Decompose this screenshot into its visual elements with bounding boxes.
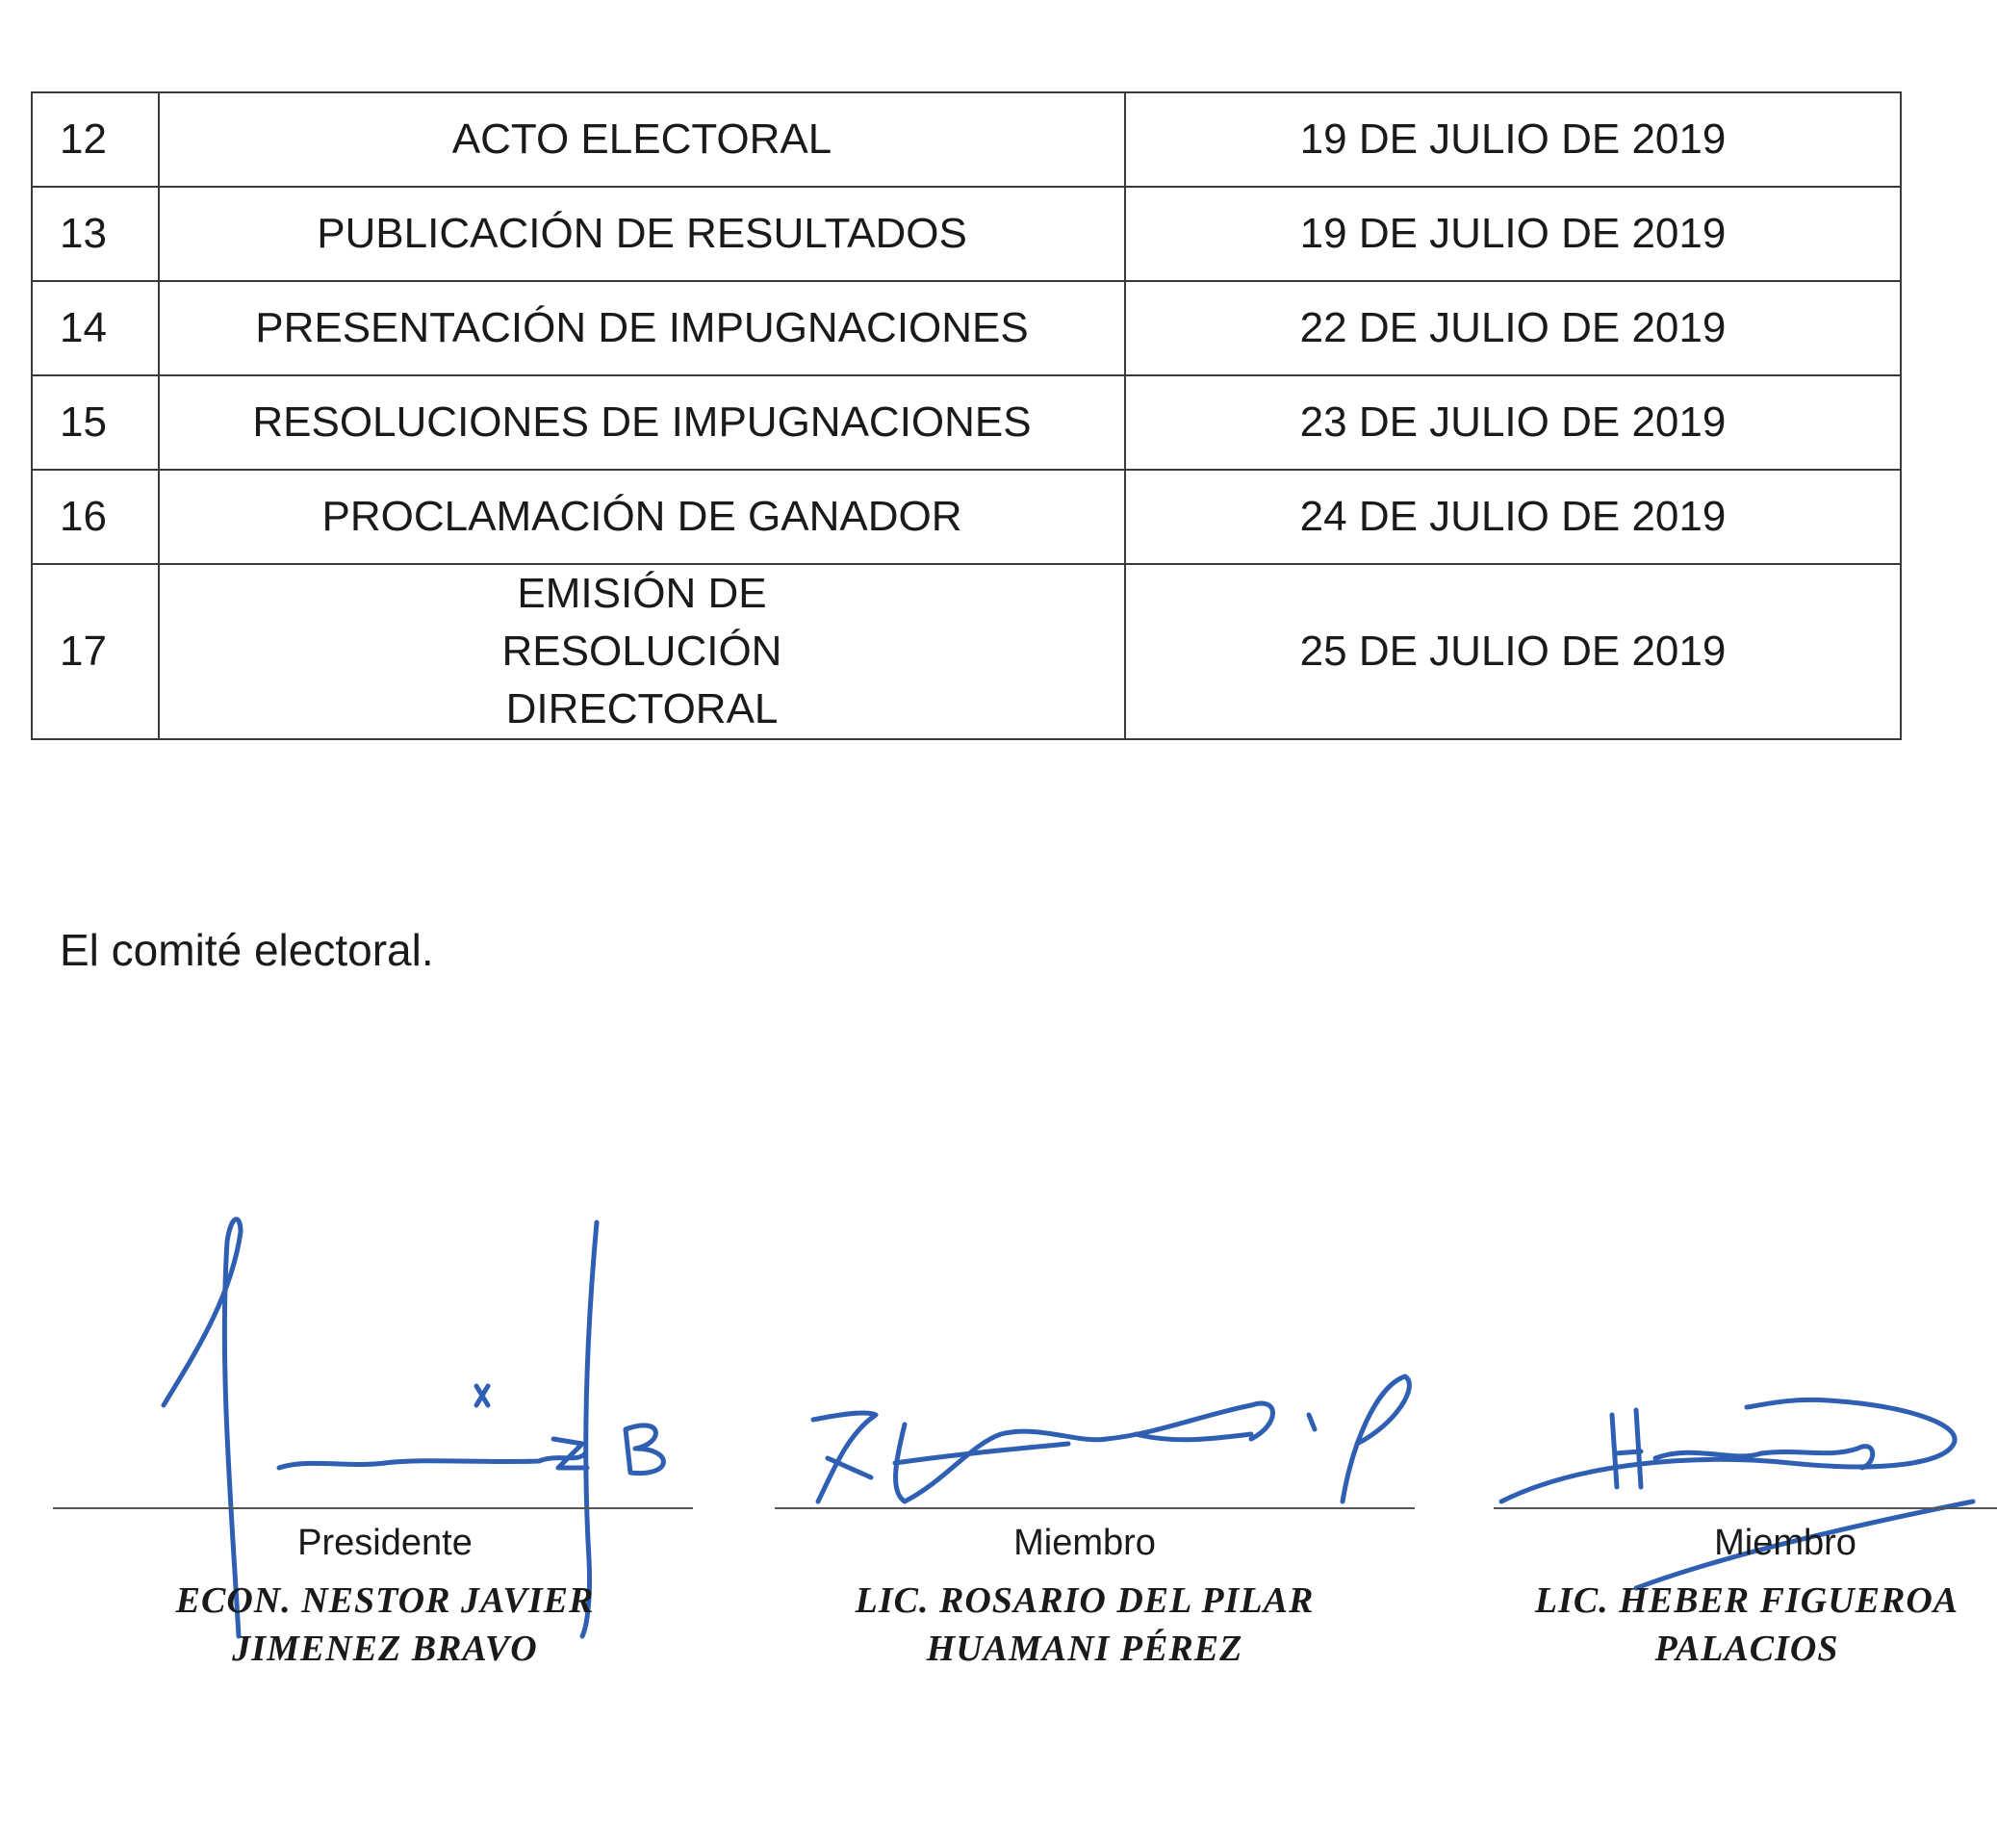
- signatory-name-line: LIC. ROSARIO DEL PILAR: [855, 1580, 1315, 1621]
- signatory-name: [1497, 1577, 1997, 1673]
- date-cell: 24 DE JULIO DE 2019: [1125, 470, 1901, 564]
- signature-line-member-two: [1494, 1507, 1997, 1509]
- signatory-name-line: LIC. HEBER FIGUEROA: [1534, 1580, 1959, 1621]
- row-number: 13: [32, 187, 159, 281]
- row-number: 16: [32, 470, 159, 564]
- activity-cell: EMISIÓN DE RESOLUCIÓN DIRECTORAL: [159, 564, 1125, 739]
- signatory-name-line: PALACIOS: [1654, 1629, 1839, 1669]
- table-row: [32, 281, 1901, 375]
- date-cell: 23 DE JULIO DE 2019: [1125, 375, 1901, 470]
- table-row: [32, 187, 1901, 281]
- closing-text: El comité electoral.: [60, 925, 434, 975]
- signatory-name: [96, 1577, 674, 1673]
- date-cell: 19 DE JULIO DE 2019: [1125, 187, 1901, 281]
- signatory-role: Miembro: [1013, 1523, 1156, 1563]
- member-two-signature: [1501, 1399, 1955, 1502]
- signatory-name-line: JIMENEZ BRAVO: [232, 1629, 538, 1669]
- table-row: [32, 375, 1901, 470]
- activity-cell: ACTO ELECTORAL: [159, 92, 1125, 187]
- date-cell: 19 DE JULIO DE 2019: [1125, 92, 1901, 187]
- activity-cell: PROCLAMACIÓN DE GANADOR: [159, 470, 1125, 564]
- row-number: 17: [32, 564, 159, 739]
- table-row: [32, 564, 1901, 739]
- signatory-role: Presidente: [297, 1523, 473, 1563]
- signatory-role: Miembro: [1714, 1523, 1856, 1563]
- signature-line-member-one: [775, 1507, 1415, 1509]
- row-number: 15: [32, 375, 159, 470]
- activity-cell: PUBLICACIÓN DE RESULTADOS: [159, 187, 1125, 281]
- row-number: 12: [32, 92, 159, 187]
- signatory-name-line: ECON. NESTOR JAVIER: [175, 1580, 595, 1621]
- activity-cell: PRESENTACIÓN DE IMPUGNACIONES: [159, 281, 1125, 375]
- row-number: 14: [32, 281, 159, 375]
- member-one-signature: [813, 1413, 876, 1502]
- table-row: [32, 470, 1901, 564]
- signatory-name-line: HUAMANI PÉREZ: [926, 1629, 1243, 1669]
- election-schedule-table: [31, 91, 1902, 740]
- president-signature: [164, 1219, 241, 1636]
- table-row: [32, 92, 1901, 187]
- signatory-name: [796, 1577, 1373, 1673]
- activity-cell: RESOLUCIONES DE IMPUGNACIONES: [159, 375, 1125, 470]
- date-cell: 25 DE JULIO DE 2019: [1125, 564, 1901, 739]
- signature-line-president: [53, 1507, 693, 1509]
- date-cell: 22 DE JULIO DE 2019: [1125, 281, 1901, 375]
